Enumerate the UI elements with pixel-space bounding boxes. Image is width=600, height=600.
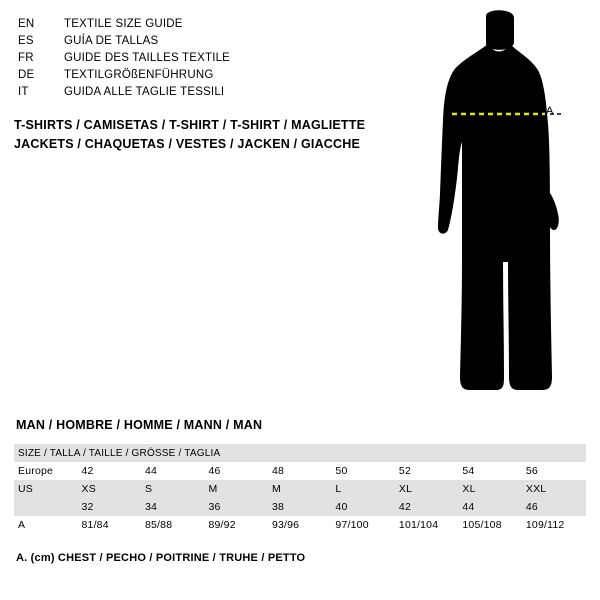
language-row <box>18 86 348 103</box>
cell-value: 85/88 <box>141 516 204 534</box>
cell-value: 56 <box>522 462 586 480</box>
row-label-europe: Europe <box>14 462 77 480</box>
cell-value: 40 <box>331 498 394 516</box>
table-header-row <box>14 444 586 462</box>
category-headings <box>14 116 374 154</box>
cell-value: XL <box>395 480 458 498</box>
size-table <box>14 444 586 534</box>
language-code: ES <box>18 35 34 47</box>
table-row <box>14 498 586 516</box>
cell-value: 32 <box>77 498 140 516</box>
cell-value: XXL <box>522 480 586 498</box>
category-tshirts: T-SHIRTS / CAMISETAS / T-SHIRT / T-SHIRT / MAGLIETTE <box>14 118 366 132</box>
male-silhouette-figure <box>400 8 600 398</box>
table-row <box>14 516 586 534</box>
table-row <box>14 480 586 498</box>
language-row <box>18 35 348 52</box>
language-title: GUÍA DE TALLAS <box>64 35 159 47</box>
chest-measure-label: A <box>546 105 554 117</box>
cell-value: 48 <box>268 462 331 480</box>
cell-value: 54 <box>458 462 521 480</box>
cell-value: 46 <box>522 498 586 516</box>
silhouette-icon <box>400 8 600 398</box>
cell-value: 36 <box>204 498 267 516</box>
cell-value: M <box>204 480 267 498</box>
cell-value: 38 <box>268 498 331 516</box>
language-list <box>18 18 348 103</box>
language-row <box>18 69 348 86</box>
cell-value: L <box>331 480 394 498</box>
row-label-us-secondary <box>14 498 77 516</box>
language-code: IT <box>18 86 29 98</box>
language-row <box>18 18 348 35</box>
table-header-label: SIZE / TALLA / TAILLE / GRÖSSE / TAGLIA <box>14 444 586 462</box>
cell-value: XL <box>458 480 521 498</box>
cell-value: 97/100 <box>331 516 394 534</box>
cell-value: 46 <box>204 462 267 480</box>
language-title: GUIDA ALLE TAGLIE TESSILI <box>64 86 225 98</box>
cell-value: 52 <box>395 462 458 480</box>
language-title: TEXTILGRÖßENFÜHRUNG <box>64 69 214 81</box>
table-footnote: A. (cm) CHEST / PECHO / POITRINE / TRUHE / PETTO <box>16 552 306 564</box>
category-jackets: JACKETS / CHAQUETAS / VESTES / JACKEN / GIACCHE <box>14 137 361 151</box>
cell-value: 44 <box>458 498 521 516</box>
language-code: DE <box>18 69 35 81</box>
cell-value: 34 <box>141 498 204 516</box>
table-row <box>14 462 586 480</box>
cell-value: XS <box>77 480 140 498</box>
cell-value: 89/92 <box>204 516 267 534</box>
table-section-title: MAN / HOMBRE / HOMME / MANN / MAN <box>16 418 263 432</box>
row-label-a: A <box>14 516 77 534</box>
language-row <box>18 52 348 69</box>
language-title: TEXTILE SIZE GUIDE <box>64 18 183 30</box>
cell-value: 105/108 <box>458 516 521 534</box>
cell-value: S <box>141 480 204 498</box>
cell-value: 42 <box>77 462 140 480</box>
row-label-us: US <box>14 480 77 498</box>
language-code: EN <box>18 18 35 30</box>
cell-value: 50 <box>331 462 394 480</box>
language-title: GUIDE DES TAILLES TEXTILE <box>64 52 231 64</box>
language-code: FR <box>18 52 34 64</box>
cell-value: 81/84 <box>77 516 140 534</box>
cell-value: 42 <box>395 498 458 516</box>
cell-value: 101/104 <box>395 516 458 534</box>
cell-value: 93/96 <box>268 516 331 534</box>
cell-value: M <box>268 480 331 498</box>
cell-value: 109/112 <box>522 516 586 534</box>
cell-value: 44 <box>141 462 204 480</box>
